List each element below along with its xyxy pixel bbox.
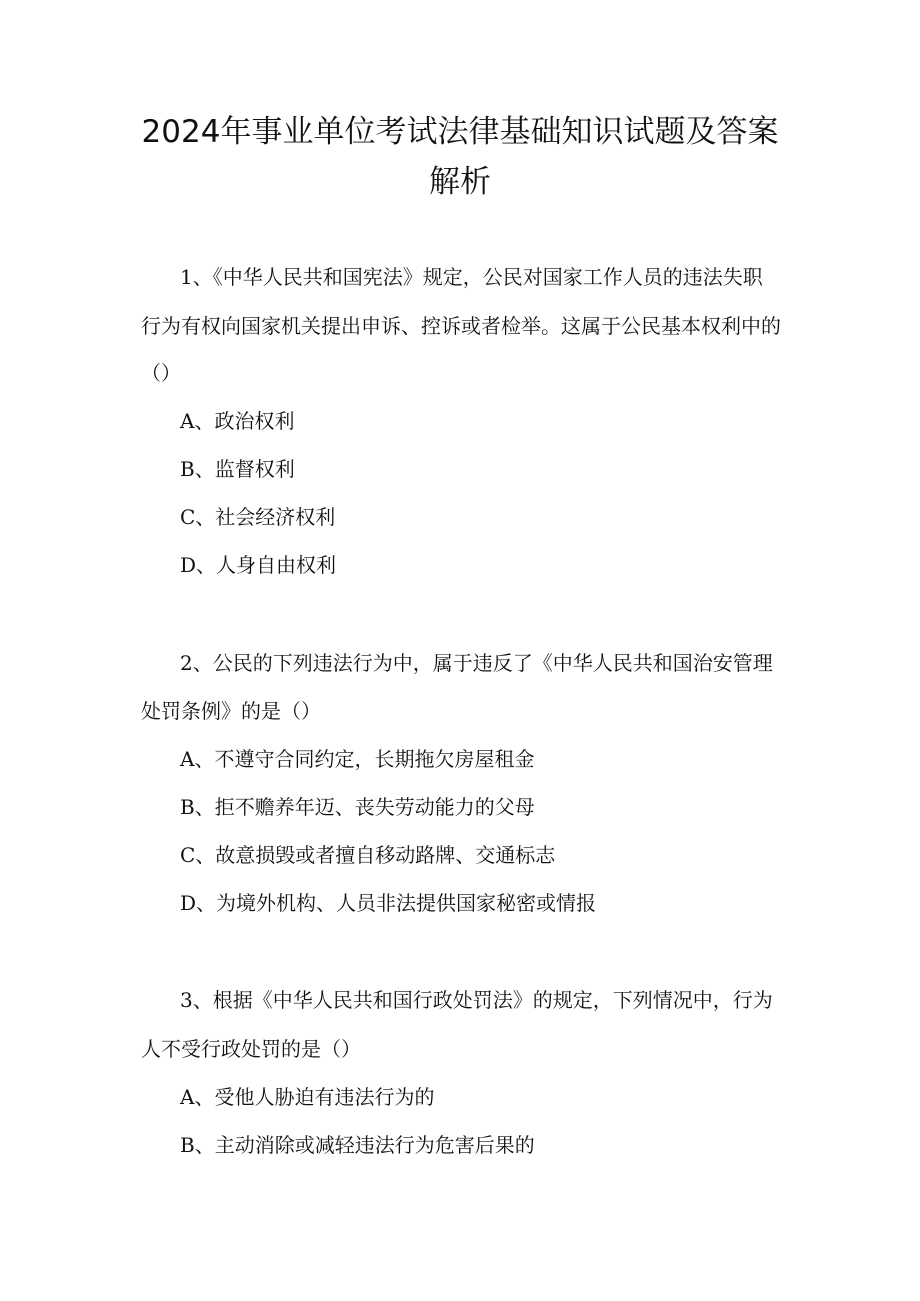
question-2-option-a: A、不遵守合同约定，长期拖欠房屋租金 [180,747,535,771]
question-1-option-a: A、政治权利 [180,409,295,433]
question-1-stem-line-3: （） [141,361,181,385]
question-2-option-d: D、为境外机构、人员非法提供国家秘密或情报 [180,891,597,915]
question-1-option-c: C、社会经济权利 [180,505,336,529]
document-title-line-2: 解析 [429,164,491,200]
question-3-option-b: B、主动消除或减轻违法行为危害后果的 [180,1133,535,1157]
question-1-option-d: D、人身自由权利 [180,553,337,577]
document-title-line-1: 2024年事业单位考试法律基础知识试题及答案 [141,114,779,150]
question-1-option-b: B、监督权利 [180,457,295,481]
question-3-stem-line-1: 3、根据《中华人民共和国行政处罚法》的规定，下列情况中，行为 [180,988,773,1012]
question-2-option-b: B、拒不赡养年迈、丧失劳动能力的父母 [180,795,535,819]
question-1-stem-line-1: 1、《中华人民共和国宪法》规定，公民对国家工作人员的违法失职 [180,265,763,289]
question-2-option-c: C、故意损毁或者擅自移动路牌、交通标志 [180,843,556,867]
question-1-stem-line-2: 行为有权向国家机关提出申诉、控诉或者检举。这属于公民基本权利中的 [141,314,781,338]
question-2-stem-line-2: 处罚条例》的是（） [141,699,321,723]
question-2-stem-line-1: 2、公民的下列违法行为中，属于违反了《中华人民共和国治安管理 [180,651,773,675]
question-3-option-a: A、受他人胁迫有违法行为的 [180,1085,435,1109]
question-3-stem-line-2: 人不受行政处罚的是（） [141,1037,361,1061]
